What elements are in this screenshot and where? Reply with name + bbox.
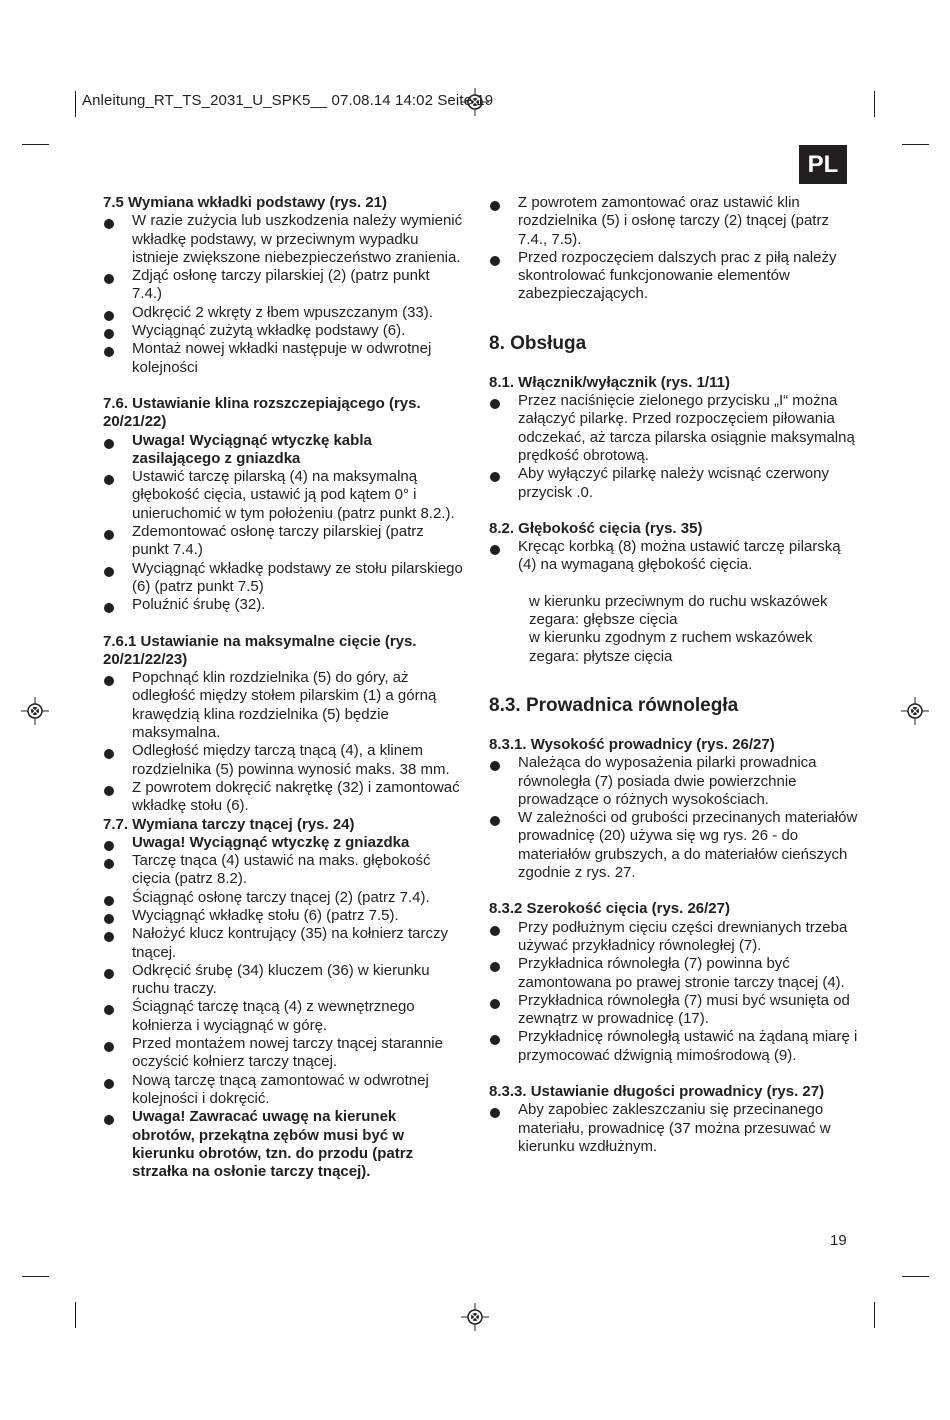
registration-mark-icon xyxy=(21,697,49,725)
list-item: Z powrotem dokręcić nakrętkę (32) i zamontować wkładkę stołu (6). xyxy=(103,779,463,816)
section-heading: 8.3.1. Wysokość prowadnicy (rys. 26/27) xyxy=(489,735,775,753)
list-item: Przykładnicę równoległą ustawić na żądaną miarę i przymocować dźwignią mimośrodową (9). xyxy=(489,1028,859,1065)
chapter-heading: 8.3. Prowadnica równoległa xyxy=(489,694,739,716)
list-item: Zdjąć osłonę tarczy pilarskiej (2) (patrz punkt 7.4.) xyxy=(103,267,463,304)
registration-mark-icon xyxy=(461,1303,489,1331)
note-text: w kierunku zgodnym z ruchem wskazówek zegara: płytsze cięcia xyxy=(529,629,813,665)
language-badge: PL xyxy=(799,145,847,184)
section-heading: 7.6.1 Ustawianie na maksymalne cięcie (rys. 20/21/22/23) xyxy=(103,632,417,668)
list-item: Kręcąc korbką (8) można ustawić tarczę pilarską (4) na wymaganą głębokość cięcia. xyxy=(489,538,859,575)
list-item: Odkręcić 2 wkręty z łbem wpuszczanym (33). xyxy=(103,304,463,322)
page-number: 19 xyxy=(830,1232,847,1249)
list-item: Należąca do wyposażenia pilarki prowadnica równoległa (7) posiada dwie powierzchnie prowadzące o różnych wysokościach. xyxy=(489,754,859,809)
list-item: W zależności od grubości przecinanych materiałów prowadnicę (20) używa się wg rys. 26 - do materiałów grubszych, a do materiałów cieńszych zgodnie z rys. 27. xyxy=(489,809,859,882)
crop-mark xyxy=(22,144,49,145)
crop-mark xyxy=(874,1302,875,1328)
registration-mark-icon xyxy=(901,697,929,725)
right-column xyxy=(489,194,859,1156)
list-item: Aby zapobiec zakleszczaniu się przecinanego materiału, prowadnicę (37 można przesuwać w kierunku wzdłużnym. xyxy=(489,1101,859,1156)
print-slug: Anleitung_RT_TS_2031_U_SPK5__ 07.08.14 14:02 Seite 19 xyxy=(82,92,494,109)
section-heading: 8.2. Głębokość cięcia (rys. 35) xyxy=(489,519,703,537)
list-item: Montaż nowej wkładki następuje w odwrotnej kolejności xyxy=(103,340,463,377)
list-item: Przykładnica równoległa (7) powinna być zamontowana po prawej stronie tarczy tnącej (4). xyxy=(489,955,859,992)
list-item: Odkręcić śrubę (34) kluczem (36) w kierunku ruchu traczy. xyxy=(103,962,463,999)
list-item: Ściągnąć tarczę tnącą (4) z wewnętrznego kołnierza i wyciągnąć w górę. xyxy=(103,998,463,1035)
note-text: w kierunku przeciwnym do ruchu wskazówek zegara: głębsze cięcia xyxy=(529,592,828,629)
section-heading: 8.3.2 Szerokość cięcia (rys. 26/27) xyxy=(489,900,730,918)
list-item: Przykładnica równoległa (7) musi być wsunięta od zewnątrz w prowadnicę (17). xyxy=(489,992,859,1029)
list-item: Poluźnić śrubę (32). xyxy=(103,596,463,614)
section-heading: 7.7. Wymiana tarczy tnącej (rys. 24) xyxy=(103,815,355,833)
list-item: Przed montażem nowej tarczy tnącej starannie oczyścić kołnierz tarczy tnącej. xyxy=(103,1035,463,1072)
list-item: Tarczę tnąca (4) ustawić na maks. głębokość cięcia (patrz 8.2). xyxy=(103,852,463,889)
list-item: Aby wyłączyć pilarkę należy wcisnąć czerwony przycisk .0. xyxy=(489,465,859,502)
crop-mark xyxy=(874,91,875,117)
warning-item: Uwaga! Wyciągnąć wtyczkę z gniazdka xyxy=(103,834,463,852)
section-heading: 7.5 Wymiana wkładki podstawy (rys. 21) xyxy=(103,194,388,211)
left-column xyxy=(103,194,463,1181)
section-heading: 7.6. Ustawianie klina rozszczepiającego (rys. 20/21/22) xyxy=(103,394,421,431)
section-heading: 8.1. Włącznik/wyłącznik (rys. 1/11) xyxy=(489,373,730,391)
list-item: Popchnąć klin rozdzielnika (5) do góry, aż odległość między stołem pilarskim (1) a górną krawędzią klina rozdzielnika (5) będzie maksymalna. xyxy=(103,669,463,742)
list-item: Zdemontować osłonę tarczy pilarskiej (patrz punkt 7.4.) xyxy=(103,523,463,560)
list-item: Wyciągnąć wkładkę stołu (6) (patrz 7.5). xyxy=(103,907,463,925)
list-item: Ściągnąć osłonę tarczy tnącej (2) (patrz 7.4). xyxy=(103,889,463,907)
crop-mark xyxy=(902,144,929,145)
list-item: Nową tarczę tnącą zamontować w odwrotnej kolejności i dokręcić. xyxy=(103,1072,463,1109)
list-item: Z powrotem zamontować oraz ustawić klin rozdzielnika (5) i osłonę tarczy (2) tnącej (patrz 7.4., 7.5). xyxy=(489,194,859,249)
list-item: Przed rozpoczęciem dalszych prac z piłą należy skontrolować funkcjonowanie elementów zabezpieczających. xyxy=(489,249,859,304)
list-item: Ustawić tarczę pilarską (4) na maksymalną głębokość cięcia, ustawić ją pod kątem 0° i unieruchomić w tym położeniu (patrz punkt 8.2.). xyxy=(103,468,463,523)
list-item: W razie zużycia lub uszkodzenia należy wymienić wkładkę podstawy, w przeciwnym wypadku istnieje zwiększone niebezpieczeństwo zranienia. xyxy=(103,212,463,267)
list-item: Przy podłużnym cięciu części drewnianych trzeba używać przykładnicy równoległej (7). xyxy=(489,919,859,956)
crop-mark xyxy=(75,91,76,117)
crop-mark xyxy=(75,1302,76,1328)
crop-mark xyxy=(22,1276,49,1277)
list-item: Nałożyć klucz kontrujący (35) na kołnierz tarczy tnącej. xyxy=(103,925,463,962)
crop-mark xyxy=(902,1276,929,1277)
chapter-heading: 8. Obsługa xyxy=(489,332,587,354)
list-item: Przez naciśnięcie zielonego przycisku „I“ można załączyć pilarkę. Przed rozpoczęciem piłowania odczekać, aż tarcza pilarska osiągnie maksymalną prędkość obrotową. xyxy=(489,392,859,465)
section-heading: 8.3.3. Ustawianie długości prowadnicy (rys. 27) xyxy=(489,1082,825,1100)
list-item: Odległość między tarczą tnącą (4), a klinem rozdzielnika (5) powinna wynosić maks. 38 mm. xyxy=(103,742,463,779)
list-item: Wyciągnąć zużytą wkładkę podstawy (6). xyxy=(103,322,463,340)
warning-item: Uwaga! Wyciągnąć wtyczkę kabla zasilającego z gniazdka xyxy=(103,432,463,469)
warning-item: Uwaga! Zawracać uwagę na kierunek obrotów, przekątna zębów musi być w kierunku obrotów, tzn. do przodu (patrz strzałka na osłonie tarczy tnącej). xyxy=(103,1108,463,1181)
list-item: Wyciągnąć wkładkę podstawy ze stołu pilarskiego (6) (patrz punkt 7.5) xyxy=(103,560,463,597)
